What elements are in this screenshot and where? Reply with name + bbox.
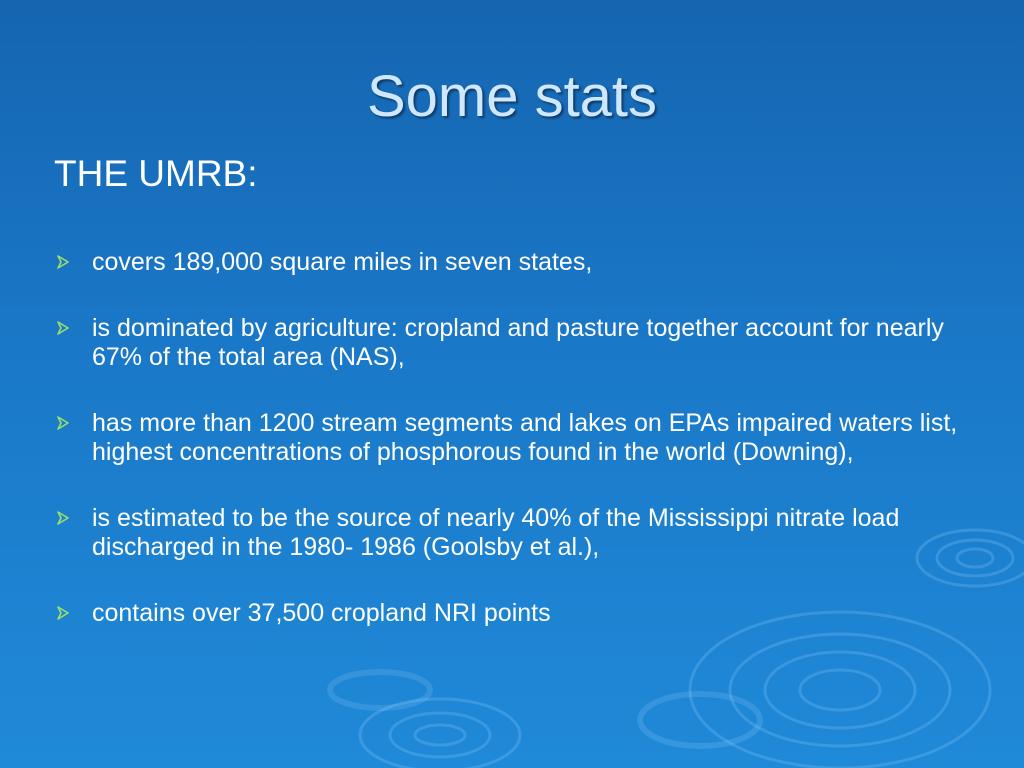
bullet-item (54, 599, 974, 628)
bullet-item (54, 248, 974, 277)
bullet-item (54, 504, 974, 562)
slide-title: Some stats (366, 64, 658, 129)
bullet-text: is estimated to be the source of nearly 40% of the Mississippi nitrate load discharged in the 1980- 1986 (Goolsby et al.), (92, 504, 900, 561)
bullet-text: contains over 37,500 cropland NRI points (92, 599, 551, 627)
arrowhead-bullet-icon (56, 606, 70, 620)
bullet-item (54, 409, 974, 467)
bullet-text: is dominated by agriculture: cropland and pasture together account for nearly 67% of the total area (NAS), (92, 314, 944, 371)
bullet-text: covers 189,000 square miles in seven states, (92, 248, 593, 276)
arrowhead-bullet-icon (56, 255, 70, 269)
arrowhead-bullet-icon (56, 416, 70, 430)
bullet-item (54, 314, 974, 372)
bullet-text: has more than 1200 stream segments and lakes on EPAs impaired waters list, highest concentrations of phosphorous found in the world (Downing), (92, 409, 958, 466)
arrowhead-bullet-icon (56, 511, 70, 525)
arrowhead-bullet-icon (56, 321, 70, 335)
bullet-list (54, 248, 974, 628)
slide-subheading: THE UMRB: (54, 153, 258, 194)
